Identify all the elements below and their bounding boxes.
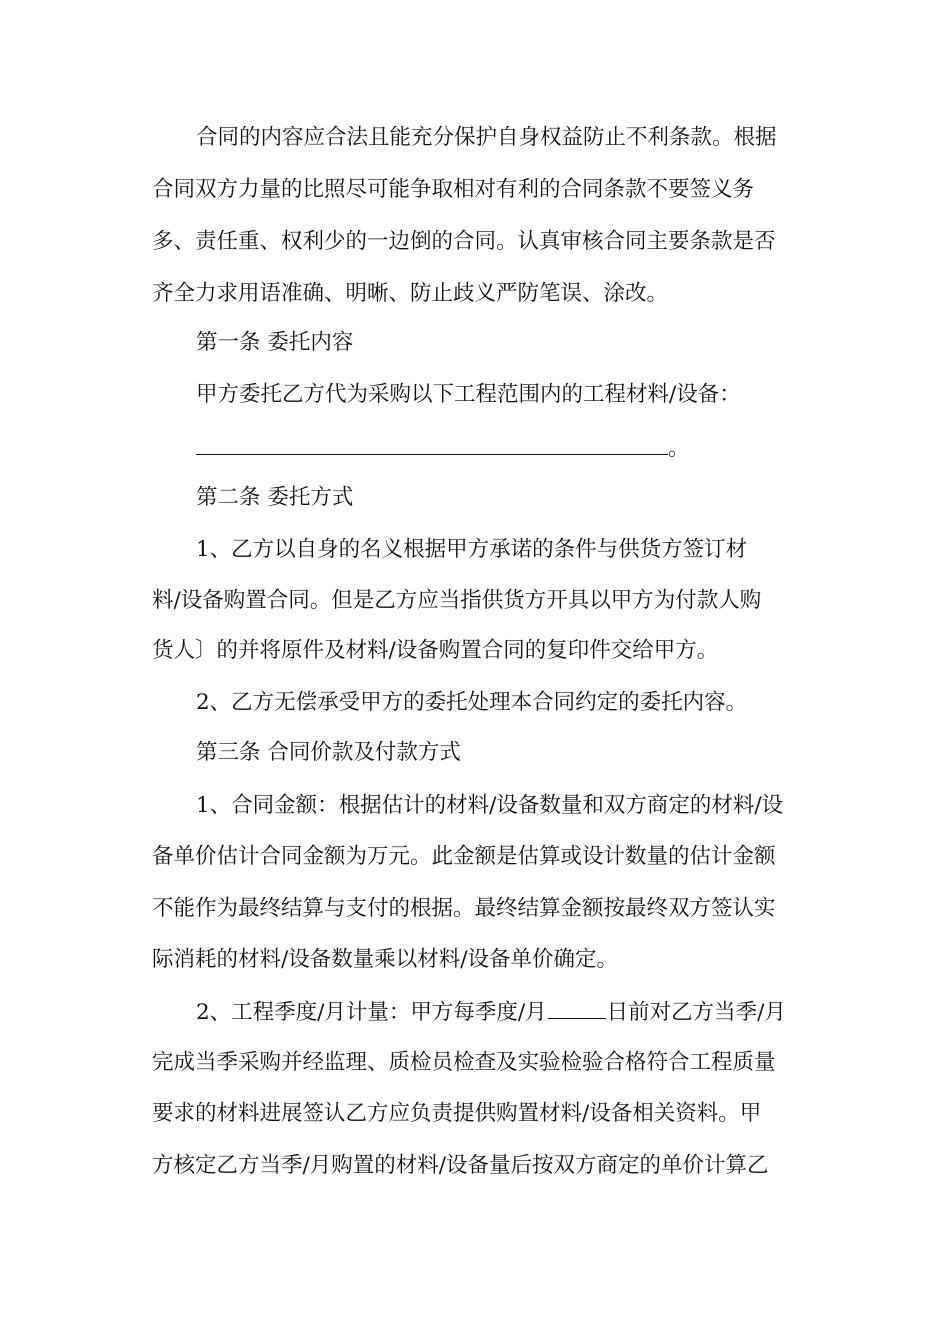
paragraph-line: 2、乙方无偿承受甲方的委托处理本合同约定的委托内容。 <box>196 690 748 715</box>
text-segment: 日前对乙方当季/月 <box>606 1000 786 1025</box>
paragraph-line: 1、合同金额：根据估计的材料/设备数量和双方商定的材料/设 <box>196 793 784 818</box>
paragraph-line <box>196 996 856 1026</box>
paragraph-line: 1、乙方以自身的名义根据甲方承诺的条件与供货方签订材 <box>196 537 748 562</box>
paragraph-line: 完成当季采购并经监理、质检员检查及实验检验合格符合工程质量 <box>152 1050 776 1075</box>
fill-in-line <box>196 432 856 462</box>
paragraph-line: 备单价估计合同金额为万元。此金额是估算或设计数量的估计金额 <box>152 844 776 869</box>
paragraph-line: 甲方委托乙方代为采购以下工程范围内的工程材料/设备： <box>196 382 741 407</box>
paragraph-line: 齐全力求用语准确、明晰、防止歧义严防笔误、涂改。 <box>152 281 669 306</box>
paragraph-line: 合同的内容应合法且能充分保护自身权益防止不利条款。根据 <box>196 125 777 150</box>
paragraph-line: 料/设备购置合同。但是乙方应当指供货方开具以甲方为付款人购 <box>152 588 762 613</box>
blank-underline <box>196 432 668 455</box>
paragraph-line: 合同双方力量的比照尽可能争取相对有利的合同条款不要签义务 <box>152 177 755 202</box>
paragraph-line: 货人〕的并将原件及材料/设备购置合同的复印件交给甲方。 <box>152 638 719 663</box>
paragraph-line: 际消耗的材料/设备数量乘以材料/设备单价确定。 <box>152 947 618 972</box>
paragraph-line: 多、责任重、权利少的一边倒的合同。认真审核合同主要条款是否 <box>152 229 776 254</box>
article-heading: 第二条 委托方式 <box>196 485 354 510</box>
period-mark: 。 <box>668 436 690 461</box>
paragraph-line: 不能作为最终结算与支付的根据。最终结算金额按最终双方签认实 <box>152 896 776 921</box>
article-heading: 第三条 合同价款及付款方式 <box>196 740 461 765</box>
text-segment: 2、工程季度/月计量：甲方每季度/月 <box>196 1000 547 1025</box>
paragraph-line: 要求的材料进展签认乙方应负责提供购置材料/设备相关资料。甲 <box>152 1101 762 1126</box>
paragraph-line: 方核定乙方当季/月购置的材料/设备量后按双方商定的单价计算乙 <box>152 1153 769 1178</box>
article-heading: 第一条 委托内容 <box>196 330 354 355</box>
blank-underline <box>548 996 606 1019</box>
